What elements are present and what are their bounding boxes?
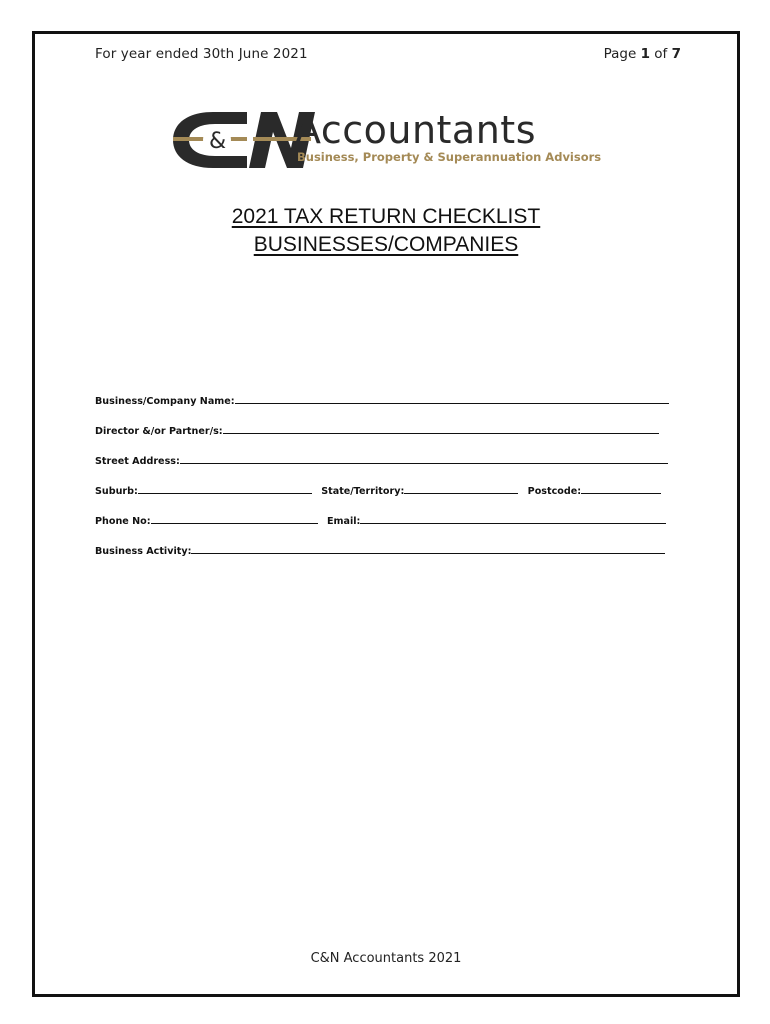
page-prefix: Page: [603, 46, 637, 62]
phone-email-row: [95, 513, 666, 527]
phone-field[interactable]: [151, 513, 318, 524]
logo-brand-text: Accountants: [295, 108, 536, 152]
state-field[interactable]: [404, 483, 518, 494]
business-name-field[interactable]: [235, 393, 669, 404]
suburb-label: Suburb:: [95, 486, 138, 497]
business-activity-row: [95, 543, 665, 557]
email-field[interactable]: [360, 513, 666, 524]
suburb-state-postcode-row: [95, 483, 661, 497]
street-address-row: [95, 453, 668, 467]
business-activity-label: Business Activity:: [95, 546, 192, 557]
street-address-label: Street Address:: [95, 456, 180, 467]
director-row: [95, 423, 659, 437]
logo-tagline: Business, Property & Superannuation Advisors: [297, 150, 602, 164]
business-activity-field[interactable]: [191, 543, 665, 554]
street-address-field[interactable]: [180, 453, 668, 464]
period-header: For year ended 30th June 2021: [95, 46, 308, 62]
director-label: Director &/or Partner/s:: [95, 426, 223, 437]
page-footer: C&N Accountants 2021: [310, 951, 462, 966]
business-name-label: Business/Company Name:: [95, 396, 235, 407]
logo-ampersand: &: [209, 129, 227, 154]
suburb-field[interactable]: [138, 483, 312, 494]
phone-label: Phone No:: [95, 516, 151, 527]
page-number: [604, 46, 681, 62]
page-of: of: [654, 46, 668, 62]
document-title-line-1: 2021 TAX RETURN CHECKLIST: [231, 205, 541, 228]
document-title-line-2: BUSINESSES/COMPANIES: [253, 233, 519, 256]
business-name-row: [95, 393, 669, 407]
page-total: 7: [671, 46, 681, 62]
postcode-label: Postcode:: [527, 486, 582, 497]
email-label: Email:: [326, 516, 361, 527]
postcode-field[interactable]: [581, 483, 661, 494]
director-field[interactable]: [223, 423, 659, 434]
page-frame: [32, 31, 740, 997]
page-current: 1: [640, 46, 650, 62]
state-label: State/Territory:: [321, 486, 405, 497]
